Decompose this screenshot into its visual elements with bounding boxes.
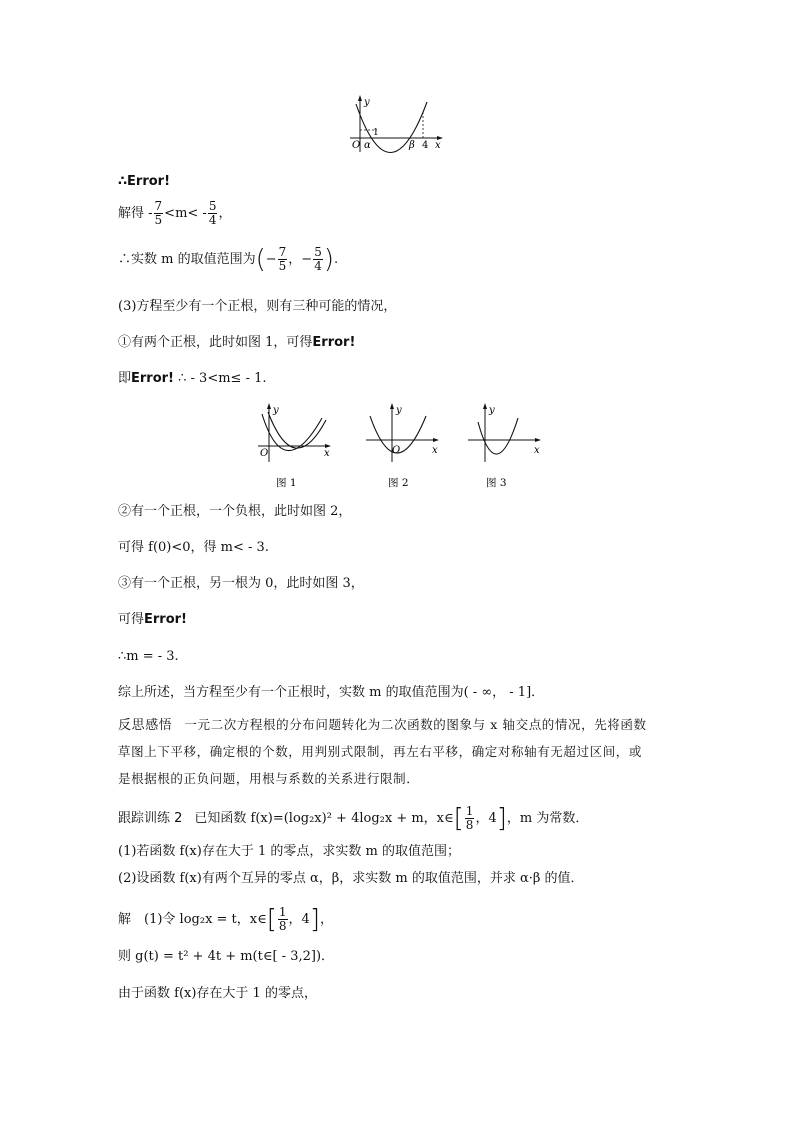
line-solve-result (118, 200, 231, 227)
text: 一元二次方程根的分布问题转化为二次函数的图象与 x 轴交点的情况，先将函数 (184, 717, 647, 732)
line-exercise-2: 跟踪训练 2 已知函数 f(x)=(log₂x)² + 4log₂x + m，x∈[ $\frac{1}{8}$ ，4]，m 为常数． (118, 803, 589, 834)
fig-top-one: 1 (373, 128, 379, 138)
text: 已知函数 f(x)=(log₂x)² + 4log₂x + m，x∈ (194, 811, 454, 826)
error-text: Error! (131, 371, 174, 386)
den: 5 (278, 259, 287, 273)
text: ①有两个正根，此时如图 1，可得 (118, 335, 313, 350)
fig-top-beta: β (409, 140, 415, 151)
fraction (278, 246, 288, 273)
text: ∴实数 m 的取值范围为 (118, 252, 256, 267)
num: 7 (278, 245, 287, 259)
fig2-x: x (432, 445, 438, 456)
line-question-1: (1)若函数 f(x)存在大于 1 的零点，求实数 m 的取值范围； (118, 844, 460, 859)
text: <m< - (164, 206, 207, 221)
line-summary: 综上所述，当方程至少有一个正根时，实数 m 的取值范围为( - ∞， - 1]． (118, 685, 545, 700)
line-reflection-1 (118, 716, 647, 735)
num: 7 (154, 199, 163, 213)
text: ， (319, 912, 333, 927)
exercise-heading: 跟踪训练 2 (118, 811, 183, 826)
fig1-caption: 图 1 (276, 477, 297, 489)
fig3-x: x (534, 445, 540, 456)
text: ，4 (288, 912, 310, 927)
text: ∴ - 3<m≤ - 1. (174, 371, 267, 386)
fraction (465, 805, 475, 832)
line-error-1: ∴Error! (118, 174, 171, 189)
fig2-origin: O (392, 445, 401, 456)
num: 5 (208, 199, 217, 213)
figure-3 (462, 400, 547, 490)
fig1-origin: O (260, 448, 269, 459)
line-m-value: ∴m = - 3. (118, 649, 179, 664)
num: 5 (314, 245, 322, 259)
line-case-2-result: 可得 f(0)<0，得 m< - 3. (118, 540, 269, 555)
den: 5 (154, 213, 163, 227)
fig-top-origin: O (352, 140, 361, 151)
reflection-heading: 反思感悟 (118, 718, 173, 733)
line-solution-3: 由于函数 f(x)存在大于 1 的零点， (118, 986, 317, 1001)
line-question-2: (2)设函数 f(x)有两个互异的零点 α，β，求实数 m 的取值范围，并求 α·β 的值． (118, 871, 584, 886)
fig1-y: y (273, 405, 279, 416)
parabola-figure-top (345, 92, 455, 162)
line-case-1 (118, 334, 355, 352)
den: 8 (278, 919, 287, 933)
line-reflection-2: 草图上下平移，确定根的个数，用判别式限制，再左右平移，确定对称轴有无超过区间，或 (118, 744, 643, 759)
line-solution-1: 解 (1)令 log₂x = t，x∈[ $\frac{1}{8}$ ，4]， (118, 904, 333, 935)
fig-top-four: 4 (422, 140, 429, 151)
text: ，m 为常数． (506, 811, 589, 826)
fig-top-y-label: y (364, 97, 370, 108)
fig-top-x-label: x (435, 140, 441, 151)
line-solution-2: 则 g(t) = t² + 4t + m(t∈[ - 3,2])． (118, 949, 335, 964)
figure-2 (360, 400, 445, 490)
line-case-2: ②有一个正根，一个负根，此时如图 2， (118, 504, 352, 519)
fig3-y: y (489, 405, 495, 416)
line-case-1-result (118, 370, 267, 388)
error-text: Error! (144, 612, 187, 627)
fraction (278, 906, 288, 933)
text: 可得 (118, 612, 145, 627)
num: 1 (278, 905, 287, 919)
fig2-y: y (396, 405, 402, 416)
num: 1 (465, 804, 474, 818)
line-reflection-3: 是根据根的正负问题，用根与系数的关系进行限制． (118, 771, 420, 786)
fig1-x: x (324, 448, 330, 459)
fig2-caption: 图 2 (388, 477, 409, 489)
line-case-3: ③有一个正根，另一根为 0，此时如图 3， (118, 576, 364, 591)
line-range-m: ∴实数 m 的取值范围为(− $\frac{7}{5}$ ，− $\frac{5}{4}$ ). (118, 244, 339, 275)
fig-top-alpha: α (364, 140, 371, 151)
text: 即 (118, 371, 132, 386)
error-text: Error! (312, 335, 356, 350)
fraction (208, 200, 218, 227)
den: 8 (465, 818, 474, 832)
fraction (313, 246, 323, 273)
fig3-caption: 图 3 (486, 477, 507, 489)
line-case-intro: (3)方程至少有一个正根，则有三种可能的情况， (118, 299, 397, 314)
line-case-3-result (118, 611, 187, 629)
figure-1 (252, 400, 337, 490)
text: 解得 - (118, 206, 153, 221)
fraction (154, 200, 164, 227)
den: 4 (208, 213, 217, 227)
text: ， (218, 206, 232, 221)
text: 解 (1)令 log₂x = t，x∈ (118, 912, 267, 927)
den: 4 (314, 259, 322, 273)
text: ，4 (475, 811, 497, 826)
